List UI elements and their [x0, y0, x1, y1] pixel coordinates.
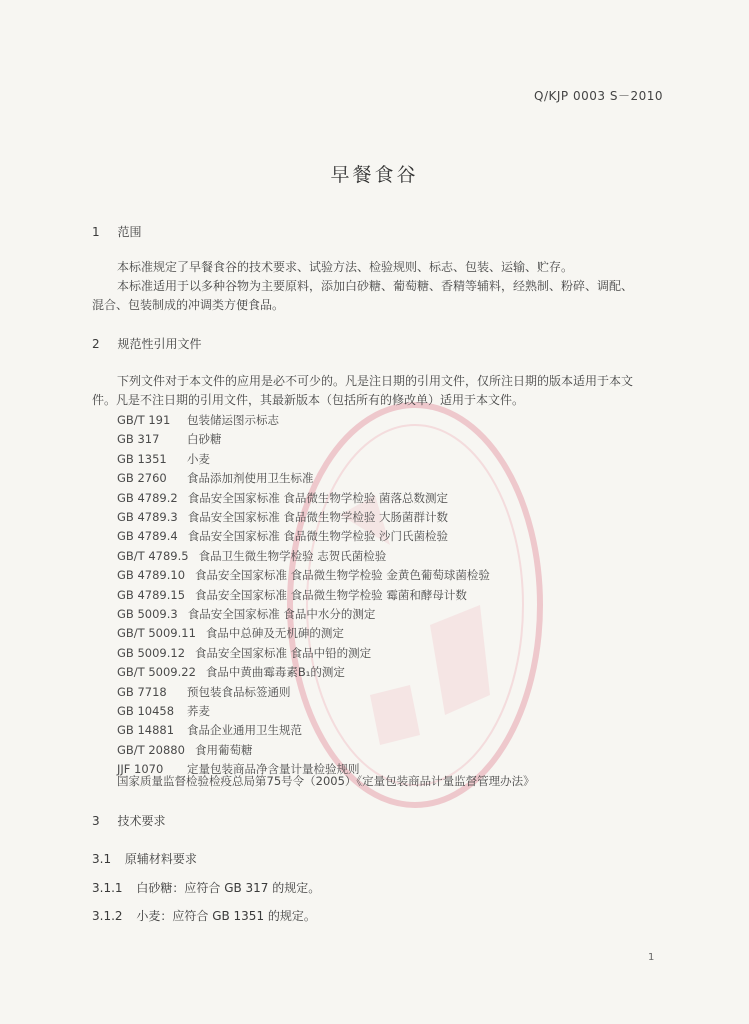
reference-title: 荞麦	[187, 704, 210, 718]
reference-item	[117, 606, 375, 622]
scope-paragraph-2-line-1: 本标准适用于以多种谷物为主要原料，添加白砂糖、葡萄糖、香精等辅料，经熟制、粉碎、调配、	[117, 279, 634, 293]
reference-title: 小麦	[187, 451, 210, 466]
reference-item	[117, 490, 448, 506]
section-2-heading	[92, 335, 201, 352]
section-3-heading	[92, 812, 165, 829]
reference-item	[117, 625, 344, 641]
reference-code: GB 317	[117, 432, 160, 447]
reference-code: GB 4789.2	[117, 490, 178, 505]
reference-code: GB/T 5009.11	[117, 626, 196, 641]
reference-item	[117, 470, 314, 486]
reference-code: GB 5009.12	[117, 645, 186, 660]
reference-code: JJF 1070	[117, 762, 164, 777]
reference-title: 食品中总砷及无机砷的测定	[205, 626, 344, 641]
reference-code: GB 5009.3	[117, 607, 178, 621]
section-title: 范围	[117, 225, 142, 239]
section-number: 1	[92, 225, 100, 239]
reference-title: 食品安全国家标准 食品微生物学检验 霉菌和酵母计数	[195, 587, 467, 602]
reference-title: 食品企业通用卫生规范	[187, 723, 302, 738]
reference-item	[117, 684, 291, 700]
clause-number: 3.1.1	[92, 881, 123, 895]
section-title: 技术要求	[117, 814, 166, 828]
clause-3-1-1	[92, 879, 320, 896]
reference-code: GB/T 5009.22	[117, 665, 196, 680]
official-seal-stamp	[280, 395, 550, 815]
subsection-title: 原辅材料要求	[124, 852, 197, 866]
scope-paragraph-2-line-2: 混合、包装制成的冲调类方便食品。	[92, 298, 285, 312]
reference-title: 食品安全国家标准 食品中铅的测定	[195, 645, 372, 660]
reference-code: GB/T 4789.5	[117, 548, 189, 563]
reference-code: GB 10458	[117, 704, 175, 718]
reference-code: GB 4789.10	[117, 568, 186, 583]
reference-code: GB 4789.4	[117, 529, 178, 544]
section-number: 2	[92, 337, 100, 351]
reference-item	[117, 431, 222, 447]
clause-text: 小麦：应符合 GB 1351 的规定。	[136, 909, 316, 923]
reference-code: GB 4789.15	[117, 587, 186, 602]
clause-3-1-2	[92, 907, 316, 924]
reference-item	[117, 703, 210, 719]
page-number: 1	[648, 952, 655, 963]
reference-item	[117, 664, 345, 680]
clause-text: 白砂糖：应符合 GB 317 的规定。	[136, 881, 321, 895]
reference-code: GB 4789.3	[117, 510, 178, 524]
subsection-3-1	[92, 850, 197, 867]
reference-item	[117, 567, 490, 583]
reference-item	[117, 645, 371, 661]
reference-title: 食品安全国家标准 食品微生物学检验 金黄色葡萄球菌检验	[195, 568, 490, 583]
document-title: 早餐食谷	[330, 164, 419, 186]
reference-code: GB 1351	[117, 451, 167, 466]
reference-title: 食品中黄曲霉毒素B₁的测定	[205, 665, 345, 680]
section-1-heading	[92, 223, 141, 240]
reference-title: 白砂糖	[187, 432, 222, 447]
references-intro-line-2: 件。凡是不注日期的引用文件，其最新版本（包括所有的修改单）适用于本文件。	[92, 393, 525, 407]
section-number: 3	[92, 814, 100, 828]
reference-title: 预包装食品标签通则	[187, 684, 291, 699]
reference-code: GB/T 191	[117, 413, 171, 427]
reference-title: 食品安全国家标准 食品微生物学检验 大肠菌群计数	[187, 510, 449, 524]
reference-item	[117, 722, 302, 738]
reference-item	[117, 509, 448, 525]
reference-item	[117, 528, 448, 544]
reference-title: 食品安全国家标准 食品中水分的测定	[187, 607, 376, 621]
reference-title: 包装储运图示标志	[187, 413, 279, 427]
reference-item	[117, 412, 279, 428]
reference-title: 食品安全国家标准 食品微生物学检验 菌落总数测定	[187, 490, 449, 505]
reference-item	[117, 587, 467, 603]
reference-item	[117, 742, 252, 758]
standard-code: Q/KJP 0003 S－2010	[534, 89, 663, 103]
reference-title: 食品卫生微生物学检验 志贺氏菌检验	[198, 548, 387, 563]
reference-code: GB 7718	[117, 684, 167, 699]
reference-title: 定量包装商品净含量计量检验规则	[187, 762, 360, 777]
reference-last: 国家质量监督检验检疫总局第75号令（2005）《定量包装商品计量监督管理办法》	[117, 774, 535, 788]
reference-title: 食用葡萄糖	[194, 742, 253, 757]
reference-title: 食品添加剂使用卫生标准	[187, 471, 314, 486]
reference-code: GB 14881	[117, 723, 175, 738]
reference-item	[117, 548, 386, 564]
references-intro-line-1: 下列文件对于本文件的应用是必不可少的。凡是注日期的引用文件，仅所注日期的版本适用于本文	[117, 374, 634, 388]
clause-number: 3.1.2	[92, 909, 123, 923]
reference-code: GB 2760	[117, 471, 167, 486]
reference-code: GB/T 20880	[117, 742, 185, 757]
subsection-number: 3.1	[92, 852, 112, 866]
scope-paragraph-1: 本标准规定了早餐食谷的技术要求、试验方法、检验规则、标志、包装、运输、贮存。	[117, 260, 574, 274]
section-title: 规范性引用文件	[117, 337, 202, 351]
reference-title: 食品安全国家标准 食品微生物学检验 沙门氏菌检验	[187, 529, 449, 544]
reference-item	[117, 451, 210, 467]
